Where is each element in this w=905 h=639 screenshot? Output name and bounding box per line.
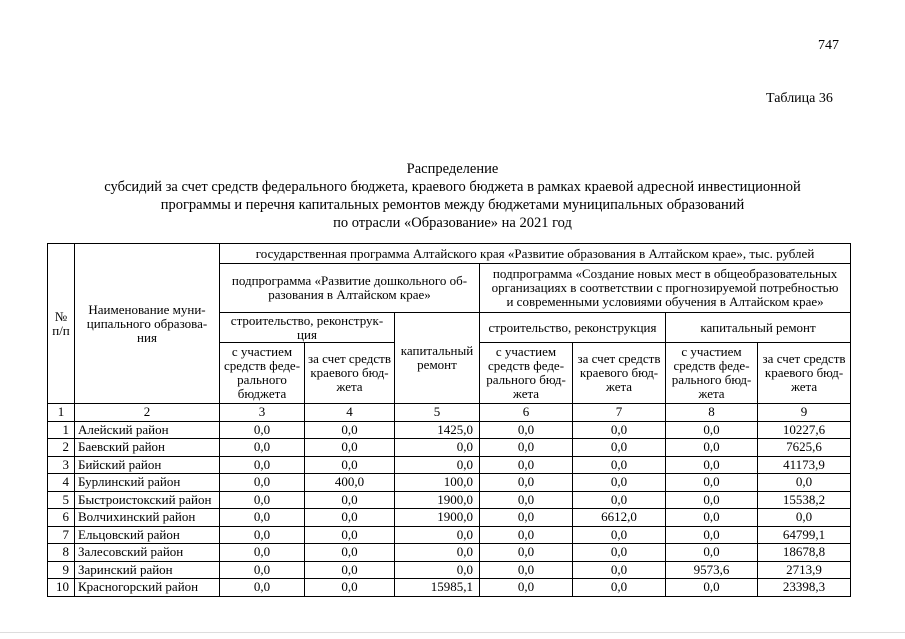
value-cell: 0,0 (480, 561, 573, 579)
header-construction-2: строительство, реконструкция (480, 313, 666, 343)
value-cell: 0,0 (220, 526, 305, 544)
subsidy-table (47, 243, 851, 597)
table-row (48, 509, 851, 527)
value-cell: 0,0 (220, 491, 305, 509)
col-number: 8 (666, 404, 758, 422)
table-row (48, 579, 851, 597)
value-cell: 64799,1 (758, 526, 851, 544)
value-cell: 0,0 (573, 491, 666, 509)
col-number: 2 (75, 404, 220, 422)
value-cell: 1900,0 (395, 491, 480, 509)
value-cell: 0,0 (220, 544, 305, 562)
value-cell: 0,0 (220, 509, 305, 527)
value-cell: 15538,2 (758, 491, 851, 509)
header-name: Наименование муни- ципального образова- ния (75, 244, 220, 404)
table-row (48, 491, 851, 509)
value-cell: 0,0 (573, 526, 666, 544)
value-cell: 0,0 (573, 456, 666, 474)
row-number: 7 (48, 526, 75, 544)
value-cell: 0,0 (305, 491, 395, 509)
value-cell: 0,0 (666, 474, 758, 492)
row-number: 3 (48, 456, 75, 474)
col-number: 6 (480, 404, 573, 422)
document-title (60, 160, 845, 232)
value-cell: 2713,9 (758, 561, 851, 579)
value-cell: 0,0 (758, 509, 851, 527)
header-subprogram-preschool: подпрограмма «Развитие дошкольного об- разования в Алтайском крае» (220, 264, 480, 313)
value-cell: 0,0 (480, 526, 573, 544)
title-line-3: программы и перечня капитальных ремонтов между бюджетами муниципальных образований (160, 197, 745, 213)
value-cell: 9573,6 (666, 561, 758, 579)
value-cell: 0,0 (480, 509, 573, 527)
header-federal-1: с участием средств феде- рального бюджета (220, 343, 305, 404)
header-num: № п/п (48, 244, 75, 404)
value-cell: 0,0 (758, 474, 851, 492)
value-cell: 0,0 (395, 456, 480, 474)
table-row (48, 439, 851, 457)
table-row (48, 421, 851, 439)
value-cell: 0,0 (666, 421, 758, 439)
value-cell: 0,0 (395, 544, 480, 562)
municipality-name: Быстроистокский район (75, 491, 220, 509)
value-cell: 6612,0 (573, 509, 666, 527)
municipality-name: Ельцовский район (75, 526, 220, 544)
col-number: 4 (305, 404, 395, 422)
municipality-name: Волчихинский район (75, 509, 220, 527)
value-cell: 0,0 (305, 561, 395, 579)
table-row (48, 561, 851, 579)
page-number: 747 (818, 38, 839, 53)
header-capital-repair-2: капитальный ремонт (666, 313, 851, 343)
header-construction-1: строительство, реконструк- ция (220, 313, 395, 343)
value-cell: 0,0 (220, 456, 305, 474)
row-number: 2 (48, 439, 75, 457)
value-cell: 1425,0 (395, 421, 480, 439)
value-cell: 0,0 (480, 579, 573, 597)
value-cell: 41173,9 (758, 456, 851, 474)
title-line-4: по отрасли «Образование» на 2021 год (333, 215, 572, 231)
value-cell: 0,0 (666, 491, 758, 509)
table-row (48, 544, 851, 562)
municipality-name: Бийский район (75, 456, 220, 474)
value-cell: 15985,1 (395, 579, 480, 597)
value-cell: 0,0 (666, 439, 758, 457)
table-row (48, 526, 851, 544)
value-cell: 0,0 (573, 474, 666, 492)
table-body (48, 404, 851, 597)
value-cell: 0,0 (666, 579, 758, 597)
value-cell: 0,0 (305, 456, 395, 474)
value-cell: 0,0 (305, 439, 395, 457)
municipality-name: Алейский район (75, 421, 220, 439)
value-cell: 0,0 (305, 509, 395, 527)
value-cell: 100,0 (395, 474, 480, 492)
value-cell: 0,0 (666, 526, 758, 544)
header-subprogram-new-places: подпрограмма «Создание новых мест в общеобразовательных организациях в соответствии с прогнозируемой потребностью и современными условиями обучения в Алтайском крае» (480, 264, 851, 313)
value-cell: 0,0 (573, 439, 666, 457)
value-cell: 0,0 (480, 439, 573, 457)
value-cell: 0,0 (573, 561, 666, 579)
value-cell: 0,0 (480, 456, 573, 474)
row-number: 1 (48, 421, 75, 439)
value-cell: 0,0 (573, 421, 666, 439)
table-label: Таблица 36 (766, 91, 833, 106)
header-regional-2: за счет средств краевого бюд- жета (573, 343, 666, 404)
municipality-name: Баевский район (75, 439, 220, 457)
header-regional-3: за счет средств краевого бюд- жета (758, 343, 851, 404)
value-cell: 7625,6 (758, 439, 851, 457)
row-number: 10 (48, 579, 75, 597)
row-number: 5 (48, 491, 75, 509)
value-cell: 0,0 (395, 526, 480, 544)
value-cell: 0,0 (480, 491, 573, 509)
value-cell: 0,0 (573, 579, 666, 597)
value-cell: 0,0 (395, 439, 480, 457)
value-cell: 0,0 (666, 544, 758, 562)
value-cell: 23398,3 (758, 579, 851, 597)
header-federal-2: с участием средств феде- рального бюд- жета (480, 343, 573, 404)
value-cell: 0,0 (480, 474, 573, 492)
value-cell: 0,0 (220, 579, 305, 597)
col-number: 3 (220, 404, 305, 422)
value-cell: 400,0 (305, 474, 395, 492)
municipality-name: Бурлинский район (75, 474, 220, 492)
header-program: государственная программа Алтайского края «Развитие образования в Алтайском крае», тыс. рублей (220, 244, 851, 264)
value-cell: 0,0 (573, 544, 666, 562)
value-cell: 0,0 (220, 561, 305, 579)
scan-edge-line (0, 632, 905, 633)
value-cell: 18678,8 (758, 544, 851, 562)
municipality-name: Залесовский район (75, 544, 220, 562)
municipality-name: Красногорский район (75, 579, 220, 597)
column-number-row (48, 404, 851, 422)
value-cell: 0,0 (480, 544, 573, 562)
header-capital-repair-1: капитальный ремонт (395, 313, 480, 404)
value-cell: 0,0 (305, 544, 395, 562)
value-cell: 0,0 (480, 421, 573, 439)
value-cell: 0,0 (666, 509, 758, 527)
row-number: 4 (48, 474, 75, 492)
table-header (48, 244, 851, 404)
value-cell: 0,0 (220, 421, 305, 439)
value-cell: 10227,6 (758, 421, 851, 439)
row-number: 6 (48, 509, 75, 527)
header-regional-1: за счет средств краевого бюд- жета (305, 343, 395, 404)
value-cell: 0,0 (220, 439, 305, 457)
title-line-2: субсидий за счет средств федерального бюджета, краевого бюджета в рамках краевой адресной инвестиционной (104, 179, 801, 195)
col-number: 9 (758, 404, 851, 422)
title-line-1: Распределение (406, 161, 499, 177)
value-cell: 0,0 (305, 526, 395, 544)
value-cell: 0,0 (395, 561, 480, 579)
col-number: 7 (573, 404, 666, 422)
col-number: 5 (395, 404, 480, 422)
value-cell: 0,0 (666, 456, 758, 474)
value-cell: 0,0 (220, 474, 305, 492)
col-number: 1 (48, 404, 75, 422)
row-number: 8 (48, 544, 75, 562)
row-number: 9 (48, 561, 75, 579)
value-cell: 0,0 (305, 421, 395, 439)
table-row (48, 456, 851, 474)
table-row (48, 474, 851, 492)
value-cell: 0,0 (305, 579, 395, 597)
municipality-name: Заринский район (75, 561, 220, 579)
header-federal-3: с участием средств феде- рального бюд- жета (666, 343, 758, 404)
value-cell: 1900,0 (395, 509, 480, 527)
